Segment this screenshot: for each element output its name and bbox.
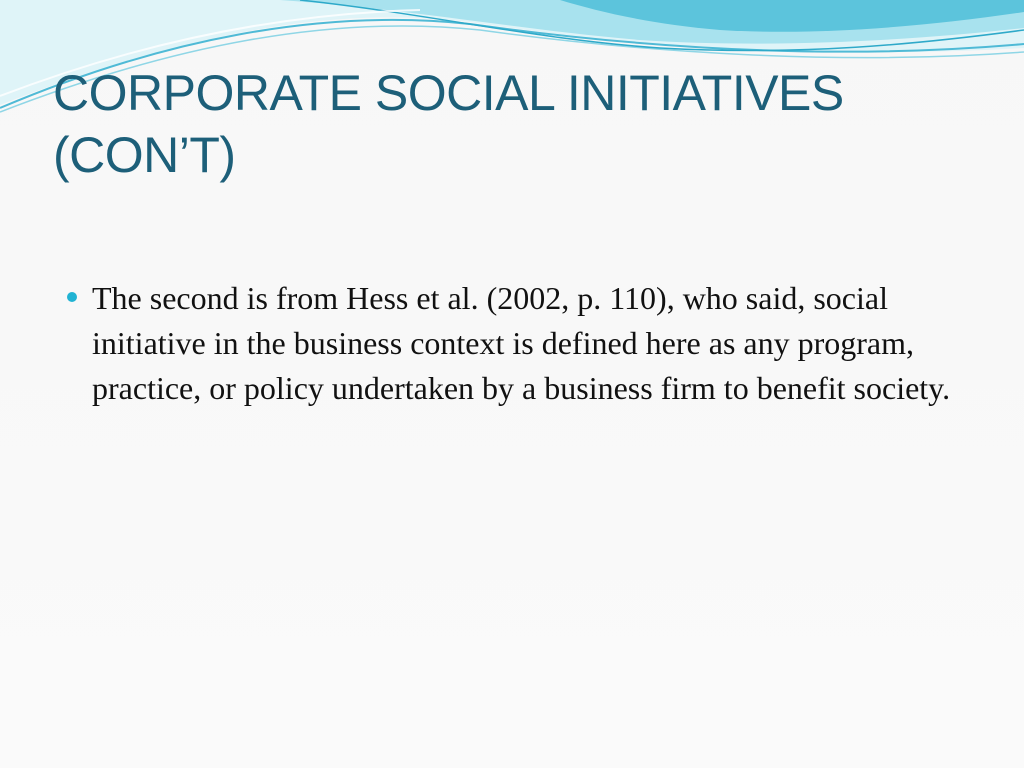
bullet-text: The second is from Hess et al. (2002, p. 110), who said, social initiative in the business context is defined here as any program, practice, or policy undertaken by a business firm to benefit society. bbox=[92, 280, 951, 406]
bullet-item bbox=[64, 276, 964, 411]
slide-title-line-1: CORPORATE SOCIAL INITIATIVES bbox=[53, 65, 844, 121]
slide-title bbox=[53, 62, 993, 186]
slide-title-line-2: (CON’T) bbox=[53, 127, 236, 183]
bullet-list bbox=[64, 276, 964, 411]
bullet-dot-icon bbox=[67, 292, 77, 302]
